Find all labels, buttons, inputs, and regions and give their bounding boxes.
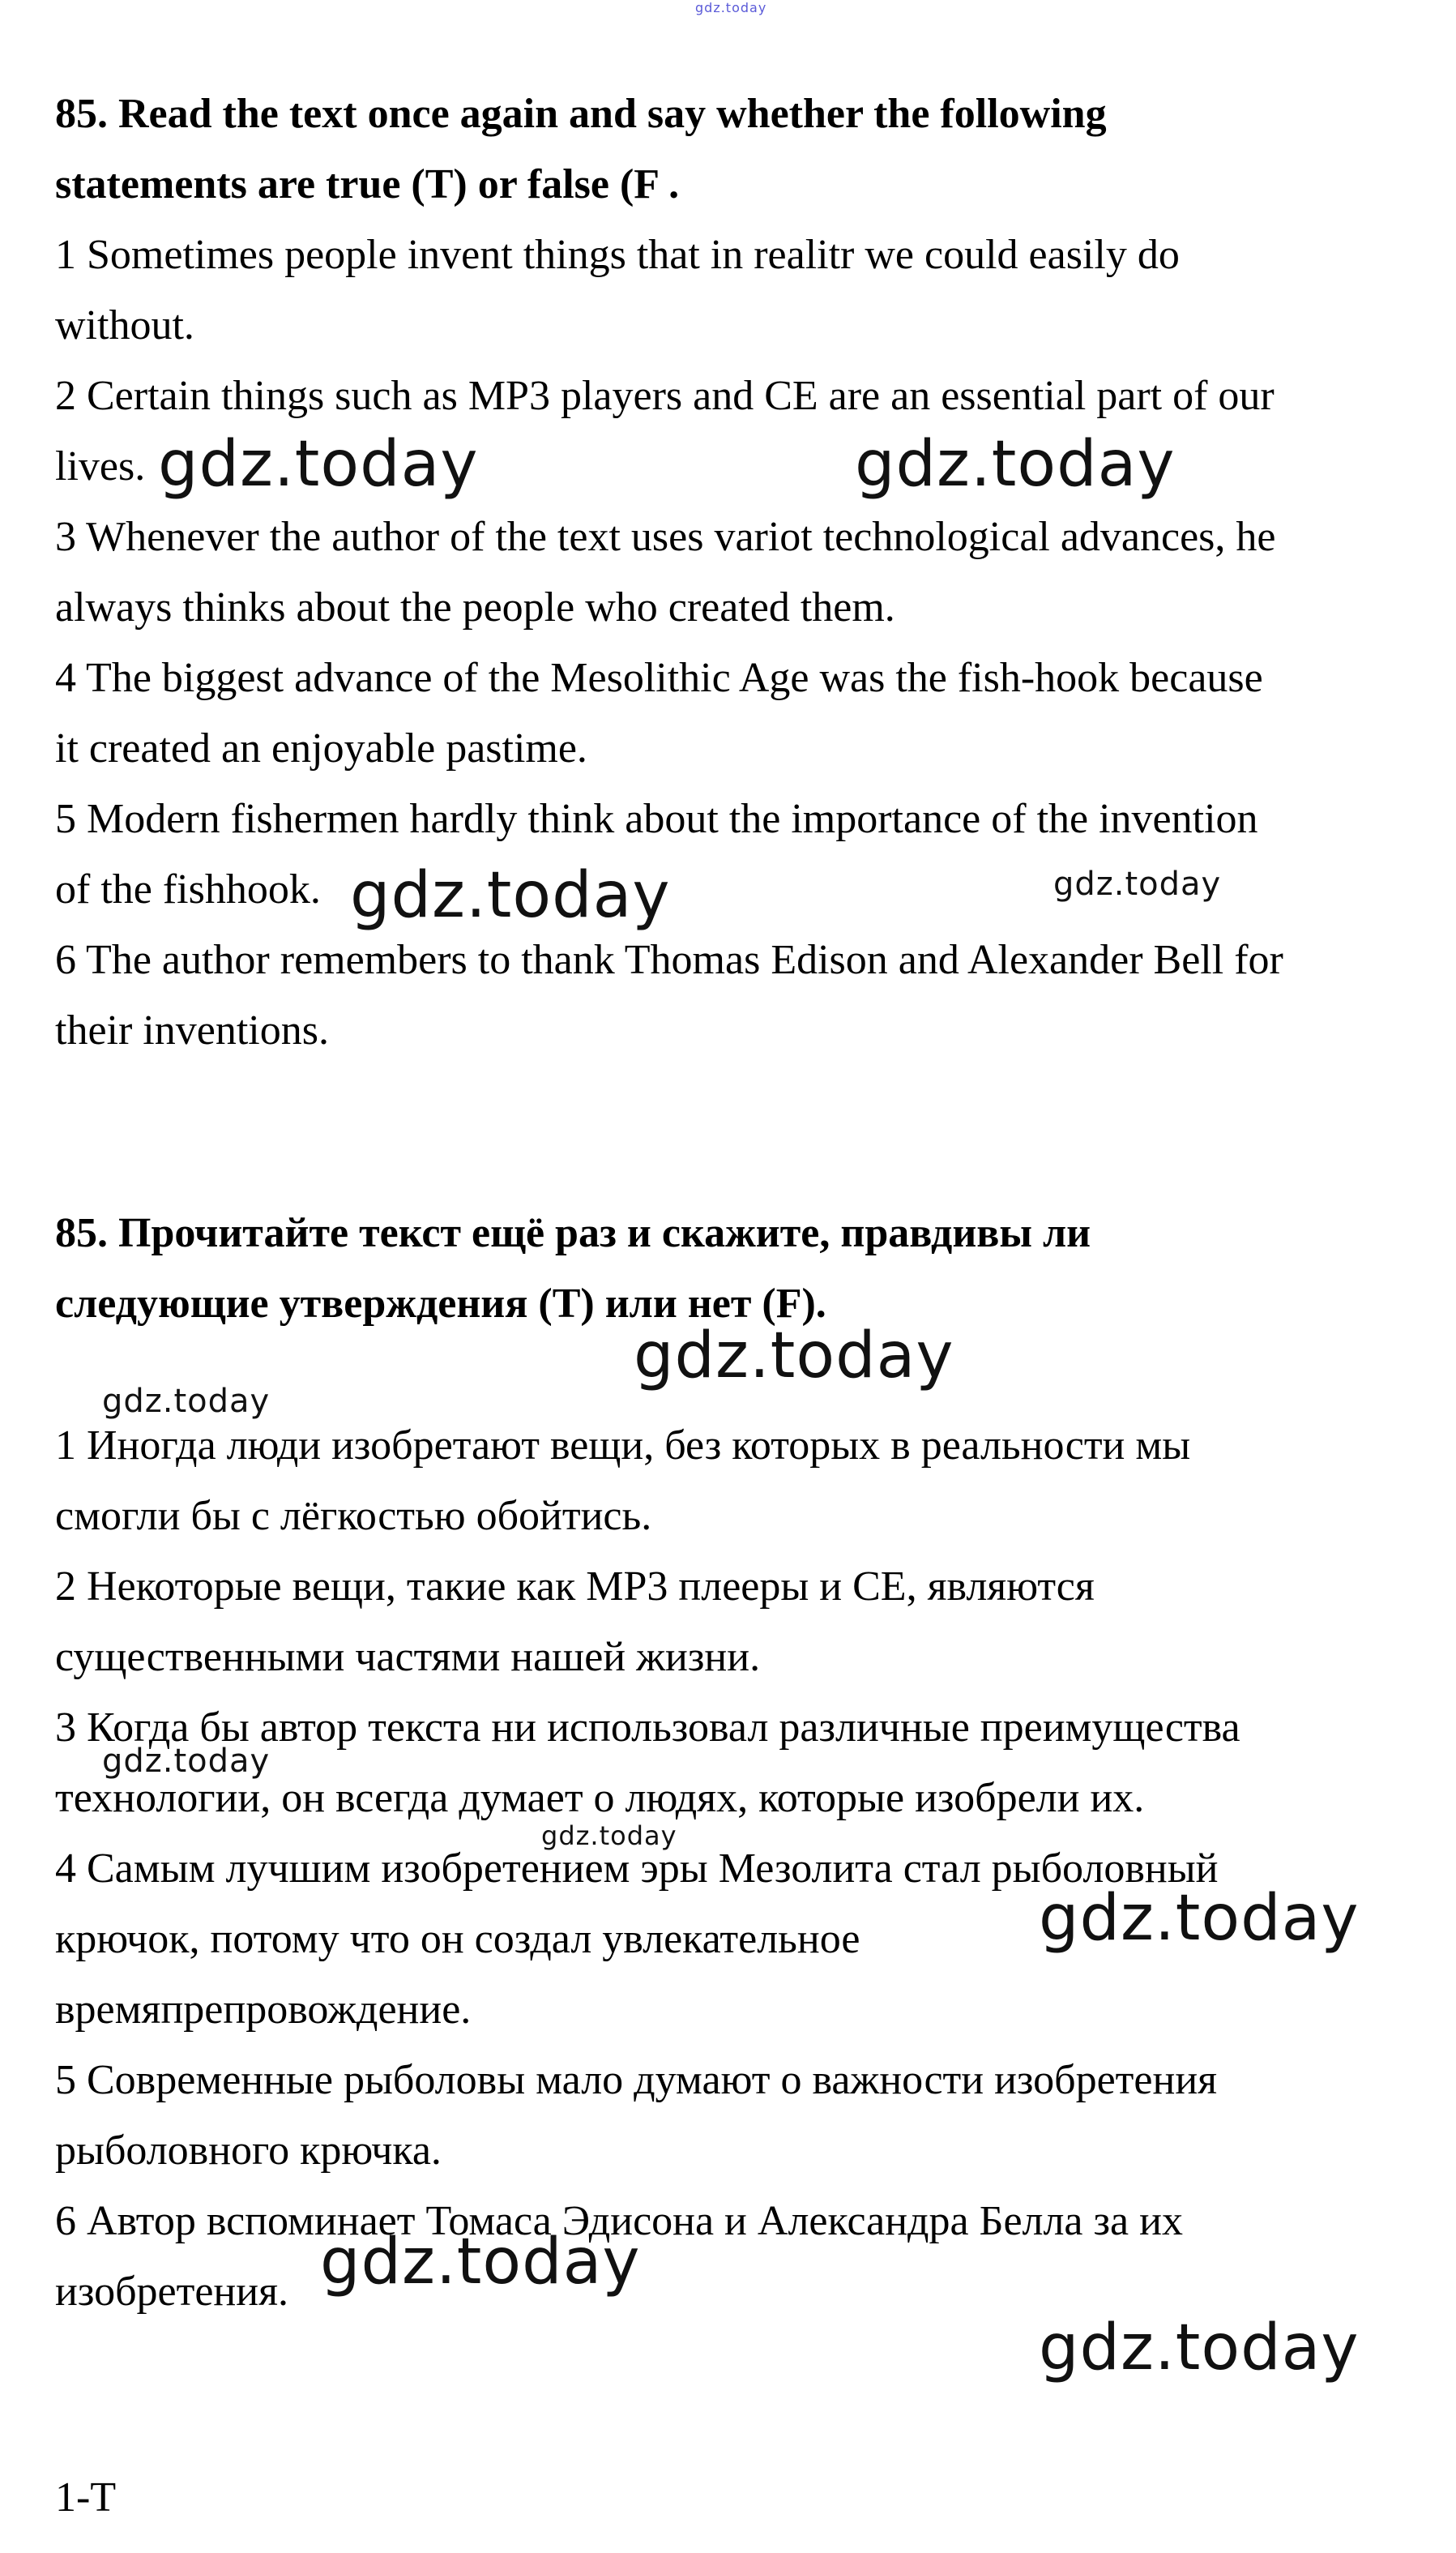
russian-line: существенными частями нашей жизни.: [55, 1634, 761, 1680]
english-line: 2 Certain things such as MP3 players and CE are an essential part of our: [55, 373, 1275, 419]
english-section: [55, 79, 1441, 1066]
english-line: 6 The author remembers to thank Thomas Edison and Alexander Bell for: [55, 937, 1283, 983]
english-line: 4 The biggest advance of the Mesolithic Age was the fish-hook because: [55, 655, 1263, 701]
watermark: gdz.today: [1039, 2311, 1360, 2384]
watermark: gdz.today: [102, 1383, 271, 1420]
watermark: gdz.today: [102, 1743, 271, 1780]
english-line: of the fishhook.: [55, 866, 321, 913]
russian-line: изобретения.: [55, 2269, 288, 2315]
watermark: gdz.today: [634, 1319, 954, 1392]
watermark: gdz.today: [1039, 1882, 1360, 1955]
watermark: gdz.today: [855, 428, 1176, 501]
english-line: always thinks about the people who created them.: [55, 584, 895, 631]
russian-line: крючок, потому что он создал увлекательное: [55, 1916, 860, 1962]
russian-line: 6 Автор вспоминает Томаса Эдисона и Александра Белла за их: [55, 2198, 1183, 2244]
russian-line: рыболовного крючка.: [55, 2128, 442, 2174]
russian-line: 2 Некоторые вещи, такие как МР3 плееры и СЕ, являются: [55, 1563, 1095, 1610]
russian-line: 1 Иногда люди изобретают вещи, без которых в реальности мы: [55, 1422, 1191, 1469]
russian-heading-line-2: следующие утверждения (Т) или нет (F).: [55, 1281, 826, 1327]
russian-line: времяпрепровождение.: [55, 1986, 472, 2033]
english-line: 5 Modern fishermen hardly think about the importance of the invention: [55, 796, 1258, 842]
watermark: gdz.today: [350, 859, 671, 932]
russian-section: [55, 1198, 1441, 1339]
russian-line: 3 Когда бы автор текста ни использовал различные преимущества: [55, 1704, 1240, 1751]
watermark: gdz.today: [1053, 866, 1222, 903]
watermark: gdz.today: [541, 1820, 677, 1851]
english-heading-line-1: 85. Read the text once again and say whether the following: [55, 91, 1107, 137]
english-heading-line-2: statements are true (T) or false (F .: [55, 161, 680, 207]
english-line: 1 Sometimes people invent things that in realitr we could easily do: [55, 232, 1180, 278]
english-line: without.: [55, 302, 194, 349]
russian-line: 4 Самым лучшим изобретением эры Мезолита стал рыболовный: [55, 1845, 1219, 1892]
page-footer-label: 1-T: [55, 2474, 117, 2521]
russian-line: 5 Современные рыболовы мало думают о важности изобретения: [55, 2057, 1218, 2103]
english-line: it created an enjoyable pastime.: [55, 725, 587, 772]
russian-line: технологии, он всегда думает о людях, которые изобрели их.: [55, 1775, 1145, 1821]
watermark: gdz.today: [158, 428, 479, 501]
russian-heading-line-1: 85. Прочитайте текст ещё раз и скажите, правдивы ли: [55, 1210, 1091, 1256]
watermark: gdz.today: [320, 2226, 641, 2299]
english-line: 3 Whenever the author of the text uses variot technological advances, he: [55, 514, 1276, 560]
russian-statements: [55, 1410, 1441, 2327]
top-watermark: gdz.today: [695, 0, 767, 15]
english-line: lives.: [55, 443, 146, 490]
english-line: their inventions.: [55, 1007, 329, 1054]
russian-line: смогли бы с лёгкостью обойтись.: [55, 1493, 652, 1539]
